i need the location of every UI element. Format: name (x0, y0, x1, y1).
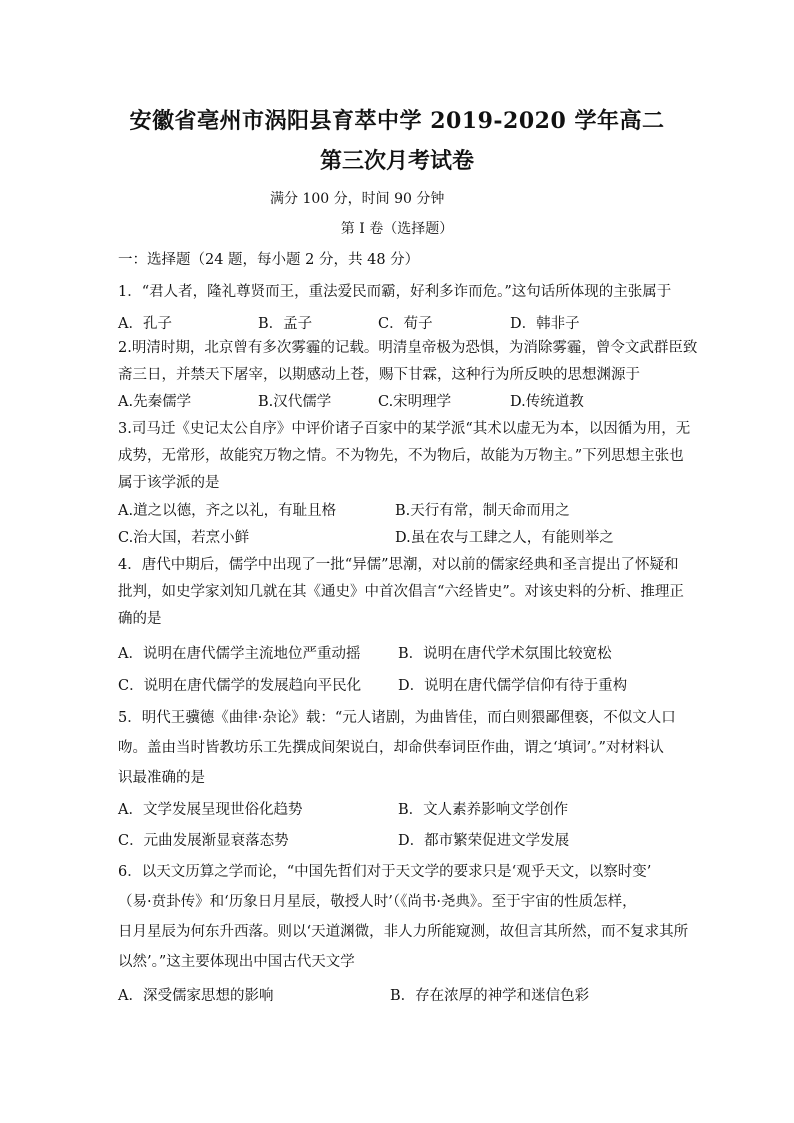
exam-title-line1: 安徽省亳州市涡阳县育萃中学 2019-2020 学年高二 (129, 108, 665, 134)
question-1-option-a: A．孔子 (118, 316, 172, 332)
question-4-option-b: B．说明在唐代学术氛围比较宽松 (398, 646, 612, 662)
volume-heading: 第 I 卷（选择题） (340, 221, 454, 237)
question-4-stem-line: 确的是 (118, 611, 162, 627)
question-1-option-c: C．荀子 (378, 316, 433, 332)
question-1-option-d: D．韩非子 (510, 316, 580, 332)
question-3-option-b: B.天行有常，制天命而用之 (395, 503, 570, 519)
question-4-stem-line: 批判，如史学家刘知几就在其《通史》中首次倡言“六经皆史”。对该史料的分析、推理正 (118, 584, 684, 600)
question-5-stem-line: 吻。盖由当时皆教坊乐工先撰成间架说白，却命供奉词臣作曲，谓之‘填词’。”对材料认 (118, 740, 664, 756)
question-6-stem-line: （易·贲卦传》和‘历象日月星辰，敬授人时’（《尚书·尧典》。至于宇宙的性质怎样， (118, 894, 637, 910)
question-3-option-c: C.治大国，若烹小鲜 (118, 530, 250, 546)
question-1-stem: 1．“君人者，隆礼尊贤而王，重法爱民而霸，好利多诈而危。”这句话所体现的主张属于 (118, 284, 672, 300)
question-3-option-a: A.道之以德，齐之以礼，有耻且格 (118, 503, 337, 519)
exam-title-line2: 第三次月考试卷 (319, 148, 474, 174)
question-5-option-b: B．文人素养影响文学创作 (398, 802, 569, 818)
question-5-stem-line: 5．明代王骥德《曲律·杂论》载：“元人诸剧，为曲皆佳，而白则猥鄙俚亵，不似文人口 (118, 710, 676, 726)
question-5-option-a: A．文学发展呈现世俗化趋势 (118, 802, 303, 818)
question-6-stem-line: 6．以天文历算之学而论，“中国先哲们对于天文学的要求只是‘观乎天文，以察时变’ (118, 864, 652, 880)
question-4-option-a: A．说明在唐代儒学主流地位严重动摇 (118, 646, 361, 662)
question-2-option-b: B.汉代儒学 (258, 394, 332, 410)
question-2-option-a: A.先秦儒学 (118, 394, 192, 410)
question-3-stem-line: 成势，无常形，故能究万物之情。不为物先，不为物后，故能为万物主。”下列思想主张也 (118, 448, 684, 464)
question-6-stem-line: 以然’。”这主要体现出中国古代天文学 (118, 954, 355, 970)
question-5-option-c: C．元曲发展渐显衰落态势 (118, 833, 289, 849)
question-3-option-d: D.虽在农与工肆之人，有能则举之 (395, 530, 614, 546)
question-2-stem-line: 2.明清时期，北京曾有多次雾霾的记载。明清皇帝极为恐惧，为消除雾霾，曾令文武群臣致 (118, 340, 698, 356)
question-2-option-c: C.宋明理学 (378, 394, 452, 410)
question-3-stem-line: 属于该学派的是 (118, 475, 220, 491)
question-1-option-b: B．孟子 (258, 316, 313, 332)
section-heading: 一：选择题（24 题，每小题 2 分，共 48 分） (118, 252, 420, 268)
question-6-option-a: A．深受儒家思想的影响 (118, 988, 274, 1004)
question-6-stem-line: 日月星辰为何东升西落。则以‘天道渊微，非人力所能窥测，故但言其所然，而不复求其所 (118, 924, 689, 940)
question-4-stem-line: 4．唐代中期后，儒学中出现了一批“异儒”思潮，对以前的儒家经典和圣言提出了怀疑和 (118, 557, 679, 573)
question-6-option-b: B．存在浓厚的神学和迷信色彩 (390, 988, 590, 1004)
question-3-stem-line: 3.司马迁《史记太公自序》中评价诸子百家中的某学派“其术以虚无为本，以因循为用，无 (118, 421, 691, 437)
question-4-option-c: C．说明在唐代儒学的发展趋向平民化 (118, 678, 362, 694)
question-4-option-d: D．说明在唐代儒学信仰有待于重构 (398, 678, 628, 694)
exam-score-time-info: 满分 100 分，时间 90 分钟 (270, 191, 445, 207)
question-2-stem-line: 斋三日，并禁天下屠宰，以期感动上苍，赐下甘霖，这种行为所反映的思想渊源于 (118, 367, 640, 383)
question-2-option-d: D.传统道教 (510, 394, 584, 410)
question-5-stem-line: 识最准确的是 (118, 770, 205, 786)
question-5-option-d: D．都市繁荣促进文学发展 (398, 833, 570, 849)
